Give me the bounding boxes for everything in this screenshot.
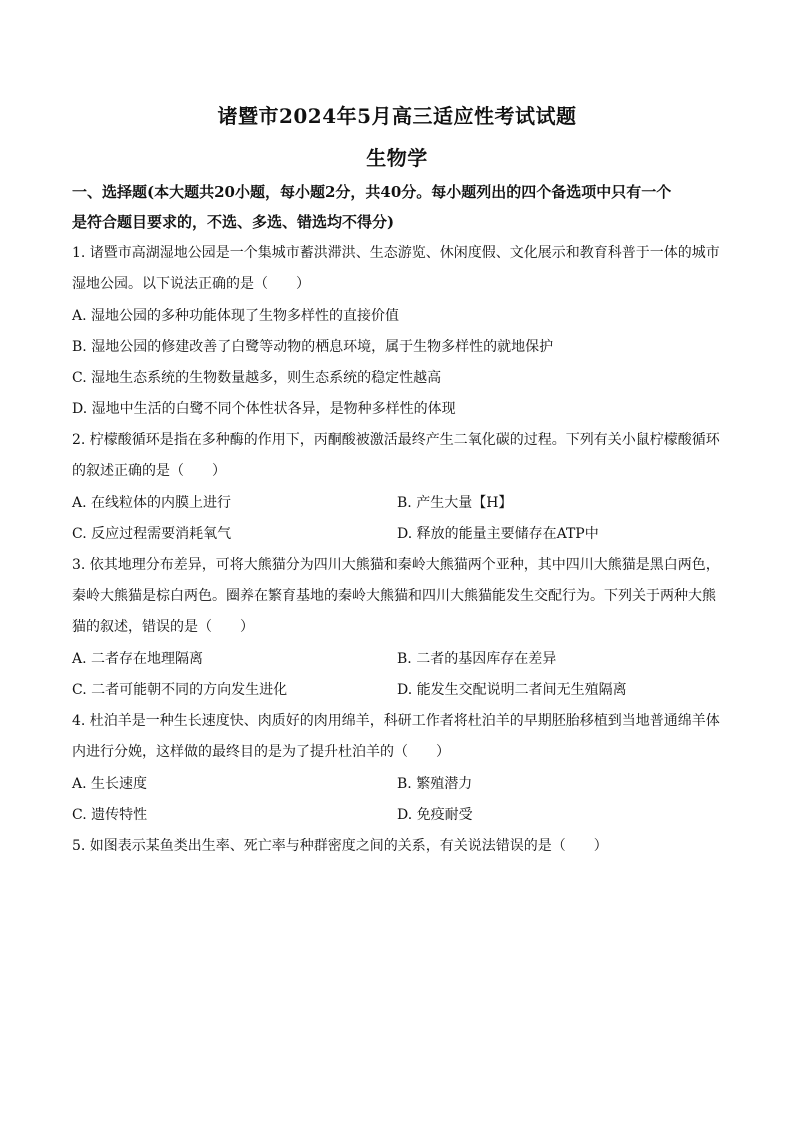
subject-title: 生物学 <box>366 146 428 170</box>
section-instruction-line1: 一、选择题(本大题共20小题，每小题2分，共40分。每小题列出的四个备选项中只有一个 <box>72 183 672 201</box>
question-1-option-d: D. 湿地中生活的白鹭不同个体性状各异，是物种多样性的体现 <box>72 401 456 417</box>
question-3-stem-line3: 猫的叙述，错误的是（ ） <box>72 619 254 635</box>
question-3-option-c: C. 二者可能朝不同的方向发生进化 <box>72 682 288 698</box>
question-2-option-d: D. 释放的能量主要储存在ATP中 <box>397 526 599 542</box>
question-2-option-a: A. 在线粒体的内膜上进行 <box>72 495 232 511</box>
question-1-option-b: B. 湿地公园的修建改善了白鹭等动物的栖息环境，属于生物多样性的就地保护 <box>72 339 554 355</box>
question-4-option-c: C. 遗传特性 <box>72 807 148 823</box>
question-4-stem-line1: 4. 杜泊羊是一种生长速度快、肉质好的肉用绵羊，科研工作者将杜泊羊的早期胚胎移植到当地普通绵羊体 <box>72 713 720 729</box>
question-3-stem-line1: 3. 依其地理分布差异，可将大熊猫分为四川大熊猫和秦岭大熊猫两个亚种，其中四川大熊猫是黑白两色， <box>72 557 720 573</box>
exam-title: 诸暨市2024年5月高三适应性考试试题 <box>217 104 577 128</box>
question-2-option-c: C. 反应过程需要消耗氧气 <box>72 526 232 542</box>
question-4-option-d: D. 免疫耐受 <box>397 807 473 823</box>
question-4-option-b: B. 繁殖潜力 <box>397 776 473 792</box>
question-4-option-a: A. 生长速度 <box>72 776 148 792</box>
question-1-stem-line2: 湿地公园。以下说法正确的是（ ） <box>72 276 310 292</box>
question-2-option-b: B. 产生大量【H】 <box>397 495 513 511</box>
question-3-option-a: A. 二者存在地理隔离 <box>72 651 204 667</box>
question-2-stem-line2: 的叙述正确的是（ ） <box>72 463 226 479</box>
question-1-option-c: C. 湿地生态系统的生物数量越多，则生态系统的稳定性越高 <box>72 370 442 386</box>
question-3-stem-line2: 秦岭大熊猫是棕白两色。圈养在繁育基地的秦岭大熊猫和四川大熊猫能发生交配行为。下列关于两种大熊 <box>72 588 716 604</box>
question-2-stem-line1: 2. 柠檬酸循环是指在多种酶的作用下，丙酮酸被激活最终产生二氧化碳的过程。下列有关小鼠柠檬酸循环 <box>72 432 720 448</box>
question-4-stem-line2: 内进行分娩，这样做的最终目的是为了提升杜泊羊的（ ） <box>72 744 450 760</box>
question-1-option-a: A. 湿地公园的多种功能体现了生物多样性的直接价值 <box>72 308 400 324</box>
question-3-option-d: D. 能发生交配说明二者间无生殖隔离 <box>397 682 627 698</box>
question-1-stem-line1: 1. 诸暨市高湖湿地公园是一个集城市蓄洪滞洪、生态游览、休闲度假、文化展示和教育科普于一体的城市 <box>72 245 720 261</box>
section-instruction-line2: 是符合题目要求的，不选、多选、错选均不得分) <box>72 213 395 231</box>
question-3-option-b: B. 二者的基因库存在差异 <box>397 651 557 667</box>
question-5-stem-line1: 5. 如图表示某鱼类出生率、死亡率与种群密度之间的关系，有关说法错误的是（ ） <box>72 838 608 854</box>
